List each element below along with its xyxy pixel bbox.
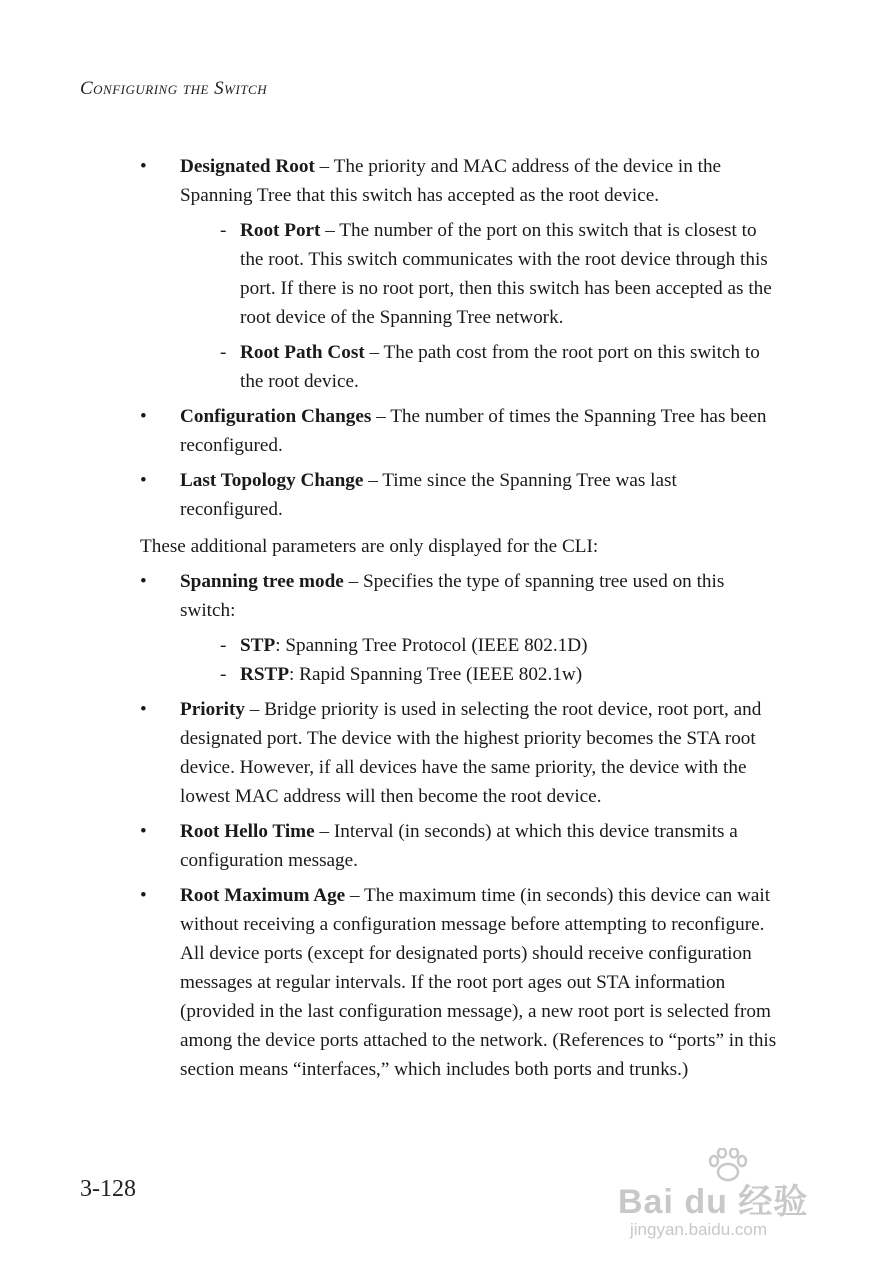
dash-icon: -: [220, 664, 227, 685]
dash-icon: -: [220, 220, 227, 241]
sub-term: Root Path Cost: [240, 342, 365, 363]
bullet-icon: •: [140, 699, 147, 720]
item-desc: – Specifies the type of spanning tree used on this switch:: [180, 571, 725, 621]
sub-item-root-port: [220, 216, 780, 332]
sub-item-root-path-cost: [220, 338, 780, 396]
bullet-icon: •: [140, 821, 147, 842]
item-desc: – Time since the Spanning Tree was last reconfigured.: [180, 470, 677, 520]
sub-item-rstp: [220, 660, 780, 689]
watermark-brand: Bai du 经验: [618, 1183, 809, 1221]
sub-desc: : Spanning Tree Protocol (IEEE 802.1D): [275, 635, 588, 656]
bullet-icon: •: [140, 885, 147, 906]
item-desc: – Bridge priority is used in selecting the root device, root port, and designated port. The device with the highest priority becomes the STA root device. However, if all devices have the same priority, the device with the lowest MAC address will then become the root device.: [180, 699, 762, 807]
running-header: Configuring the Switch: [80, 78, 268, 99]
item-term: Root Hello Time: [180, 821, 315, 842]
page-body: [140, 152, 780, 1090]
item-term: Last Topology Change: [180, 470, 364, 491]
watermark-site: jingyan.baidu.com: [630, 1220, 768, 1239]
item-term: Spanning tree mode: [180, 571, 344, 592]
sub-desc: : Rapid Spanning Tree (IEEE 802.1w): [289, 664, 583, 685]
sub-desc: – The path cost from the root port on this switch to the root device.: [240, 342, 760, 392]
bullet-icon: •: [140, 470, 147, 491]
page-number: 3-128: [80, 1176, 136, 1202]
item-term: Designated Root: [180, 156, 315, 177]
item-desc: – The priority and MAC address of the device in the Spanning Tree that this switch has accepted as the root device.: [180, 156, 722, 206]
dash-icon: -: [220, 635, 227, 656]
bullet-icon: •: [140, 406, 147, 427]
list-item-priority: [140, 695, 780, 811]
dash-icon: -: [220, 342, 227, 363]
sub-term: STP: [240, 635, 276, 656]
list-item-root-hello-time: [140, 817, 780, 875]
intro-paragraph: These additional parameters are only displayed for the CLI:: [140, 536, 599, 557]
item-term: Root Maximum Age: [180, 885, 346, 906]
item-term: Configuration Changes: [180, 406, 372, 427]
item-desc: – The maximum time (in seconds) this device can wait without receiving a configuration message before attempting to reconfigure. All device ports (except for designated ports) should receive configuration messages at regular intervals. If the root port ages out STA information (provided in the last configuration message), a new root port is selected from among the device ports attached to the network. (References to “ports” in this section means “interfaces,” which includes both ports and trunks.): [180, 885, 777, 1080]
list-item-root-maximum-age: [140, 881, 780, 1084]
bullet-icon: •: [140, 571, 147, 592]
item-desc: – Interval (in seconds) at which this device transmits a configuration message.: [180, 821, 738, 871]
bullet-icon: •: [140, 156, 147, 177]
sub-term: Root Port: [240, 220, 321, 241]
list-item-designated-root: [140, 152, 780, 396]
sub-desc: – The number of the port on this switch that is closest to the root. This switch communicates with the root device through this port. If there is no root port, then this switch has been accepted as the root device of the Spanning Tree network.: [240, 220, 772, 328]
item-term: Priority: [180, 699, 245, 720]
list-item-spanning-tree-mode: [140, 567, 780, 689]
item-desc: – The number of times the Spanning Tree has been reconfigured.: [180, 406, 767, 456]
sub-term: RSTP: [240, 664, 290, 685]
sub-item-stp: [220, 631, 780, 660]
list-item-configuration-changes: [140, 402, 780, 460]
baidu-watermark: [618, 1148, 828, 1258]
list-item-last-topology-change: [140, 466, 780, 524]
